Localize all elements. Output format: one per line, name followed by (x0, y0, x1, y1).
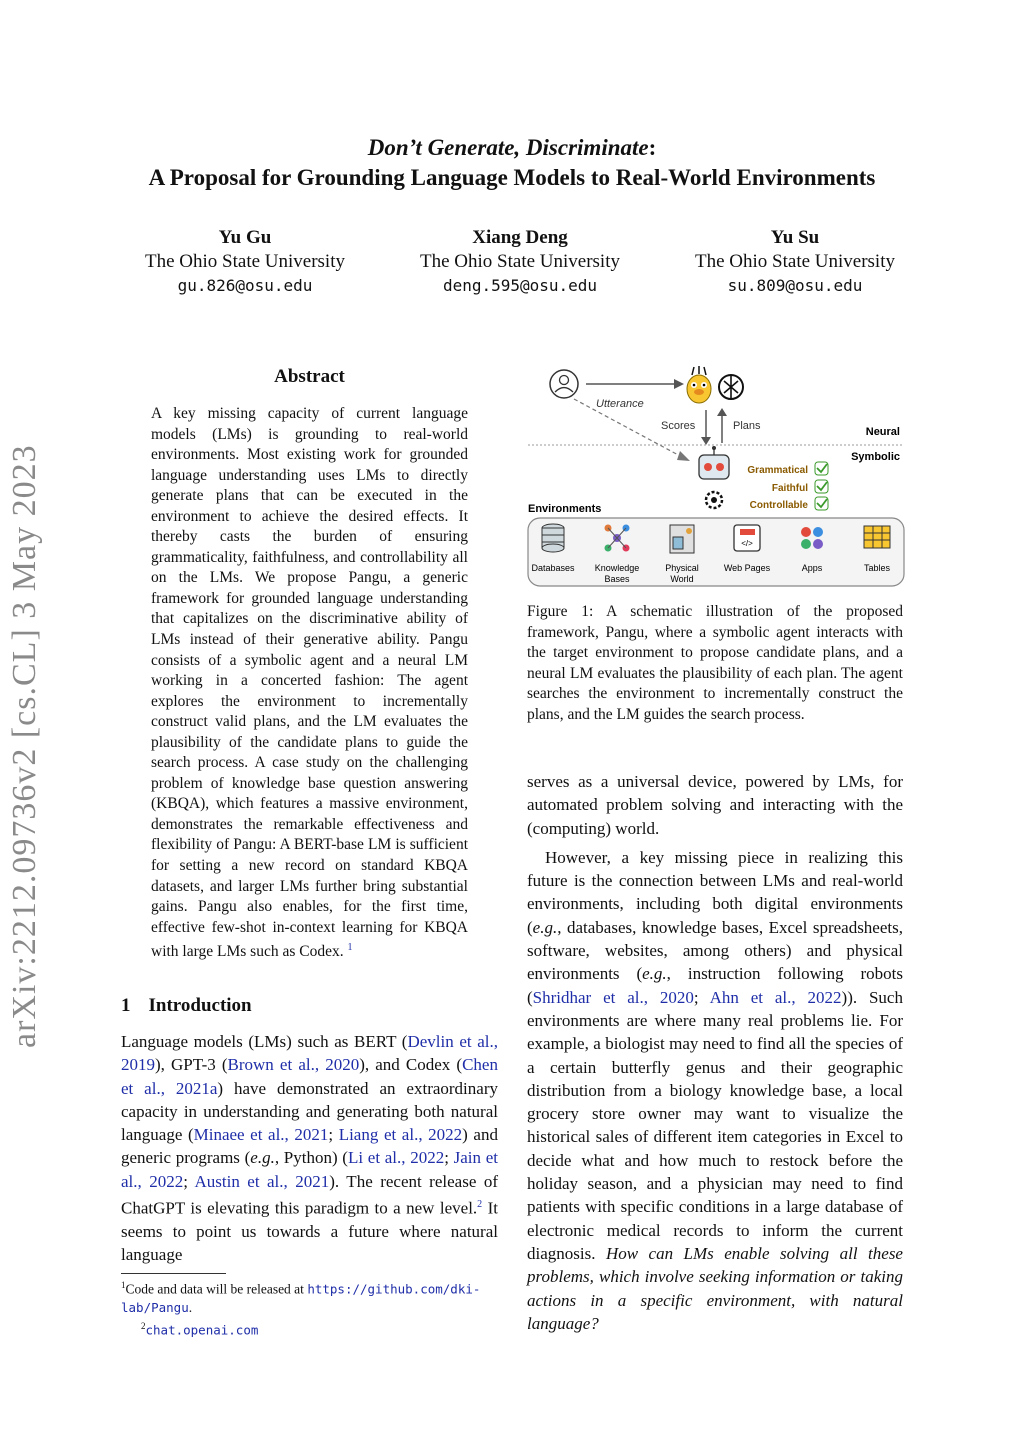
title-line2: A Proposal for Grounding Language Models to Real-World Environments (148, 165, 876, 190)
github-link[interactable]: https://github.com/dki-lab/Pangu (121, 1281, 481, 1315)
author-list (120, 226, 920, 298)
citation-link[interactable]: Brown et al., 2020 (227, 1055, 360, 1075)
grammatical-label: Grammatical (747, 465, 808, 476)
citation-link[interactable]: Li et al., 2022 (347, 1148, 445, 1168)
footnote-divider (121, 1273, 226, 1274)
abstract-text (151, 404, 468, 963)
section-heading-introduction (121, 995, 252, 1017)
faithful-label: Faithful (771, 483, 808, 494)
env-label-tables: Tables (863, 563, 891, 573)
caption-text: A schematic illustration of the proposed framework, Pangu, where a symbolic agent interacts with the target environment to propose candidate plans, and a neural LM evaluates the plausibility of each plan. The agent searches the environment to incrementally construct the plans, and the LM guides the search process. (527, 603, 903, 723)
env-label-knowledge: Knowledge (594, 563, 640, 573)
database-icon (542, 524, 564, 552)
env-label-world: World (670, 574, 694, 584)
pangu-schematic (524, 365, 908, 595)
title-italic: Don’t Generate, Discriminate (367, 135, 649, 160)
footnotes (121, 1276, 501, 1339)
author-affiliation: The Ohio State University (145, 251, 345, 272)
check-icon (815, 462, 828, 475)
paragraph: serves as a universal device, powered by LMs, for automated problem solving and interacting with the (computing) world. (527, 772, 903, 838)
citation-link[interactable]: Shridhar et al., 2020 (532, 987, 694, 1007)
intro-text: It seems to point us towards a future where natural language (121, 1198, 498, 1265)
figure-1 (524, 365, 908, 595)
paper-title (60, 133, 964, 193)
table-icon (864, 526, 890, 548)
env-label-webpages: Web Pages (723, 563, 771, 573)
author-name: Xiang Deng (472, 227, 568, 248)
neural-label: Neural (865, 426, 900, 438)
footnote-text: . (188, 1299, 193, 1315)
env-label-databases: Databases (531, 563, 575, 573)
abstract-body: A key missing capacity of current language models (LMs) is grounding to real-world environments. Most existing work for grounded language understanding uses LMs to directly generate plans that can be executed in the environment to achieve the desired effects. It thereby casts the burden of ensuring grammaticality, faithfulness, and controllability all on the LMs. We propose Pangu, a generic framework for grounded language understanding that capitalizes on the discriminative ability of LMs instead of their generative ability. Pangu consists of a symbolic agent and a neural LM working in a concerted fashion: The agent explores the environment to incrementally construct valid plans, and the LM evaluates the plausibility of the candidate plans to guide the search process. A case study on the challenging problem of knowledge base question answering (KBQA), which features a massive environment, demonstrates the remarkable effectiveness and flexibility of Pangu: A BERT-base LM is sufficient for setting a new record on standard KBQA datasets, and larger LMs further bring substantial gains. Pangu also enables, for the first time, effective few-shot in-context learning for KBQA with large LMs such as Codex. (151, 405, 468, 961)
author-email[interactable]: su.809@osu.edu (727, 276, 863, 295)
intro-text: ; (183, 1171, 195, 1191)
robot-icon (699, 446, 729, 479)
gear-icon (706, 492, 722, 508)
body-text: , databases, knowledge bases, Excel spreadsheets, software, websites, among others) and physical environments ( (527, 917, 903, 984)
figure-caption (527, 602, 903, 726)
intro-text: ) and generic programs ( (121, 1125, 498, 1168)
html-icon (734, 525, 760, 551)
scores-label: Scores (661, 420, 696, 432)
author-email[interactable]: gu.826@osu.edu (177, 276, 313, 295)
footnote-2 (121, 1317, 501, 1340)
paragraph (527, 846, 903, 1335)
footnote-1 (121, 1276, 501, 1317)
intro-text: ), GPT-3 ( (155, 1055, 228, 1075)
env-label-physical: Physical (665, 563, 699, 573)
caption-label: Figure 1: (527, 603, 594, 620)
citation-link[interactable]: Austin et al., 2021 (194, 1171, 330, 1191)
citation-link[interactable]: Devlin et al., 2019 (121, 1032, 498, 1075)
robot-kitchen-icon (670, 525, 694, 553)
intro-text: ; (328, 1125, 339, 1145)
body-text-italic: e.g. (532, 917, 558, 937)
author-2 (395, 226, 645, 298)
section-number: 1 (121, 995, 131, 1016)
footnote-ref-2[interactable]: 2 (477, 1199, 483, 1211)
intro-text: Language models (LMs) such as BERT ( (121, 1032, 408, 1051)
arxiv-identifier: arXiv:2212.09736v2 [cs.CL] 3 May 2023 (6, 444, 43, 1048)
author-affiliation: The Ohio State University (420, 251, 620, 272)
plans-label: Plans (733, 420, 761, 432)
footnote-text: Code and data will be released at (125, 1281, 308, 1297)
user-icon (550, 370, 578, 398)
abstract-heading: Abstract (274, 366, 345, 387)
author-affiliation: The Ohio State University (695, 251, 895, 272)
intro-text: ) have demonstrated an extraordinary capacity in understanding and generating both natural language ( (121, 1078, 498, 1145)
symbolic-label: Symbolic (851, 451, 900, 463)
utterance-label: Utterance (596, 398, 644, 410)
author-name: Yu Su (770, 227, 820, 248)
body-text: , instruction following robots ( (527, 964, 903, 1007)
environments-label: Environments (528, 503, 602, 515)
right-column-text (527, 770, 903, 1335)
body-text-italic: e.g. (642, 964, 667, 984)
intro-text: ). The recent release of ChatGPT is elevating this paradigm to a new level. (121, 1171, 498, 1218)
research-question: How can LMs enable solving all these problems, which involve seeking information or taking actions in a specific environment, with natural language? (527, 1243, 903, 1333)
author-1 (120, 226, 370, 298)
title-colon: : (648, 135, 657, 160)
chatgpt-link[interactable]: chat.openai.com (145, 1322, 259, 1337)
author-name: Yu Gu (218, 227, 272, 248)
citation-link[interactable]: Jain et al., 2022 (121, 1148, 498, 1191)
footnote-ref-1[interactable]: 1 (347, 942, 353, 954)
controllable-label: Controllable (749, 500, 808, 511)
body-text: )). Such environments are where many real problems lie. For example, a biologist may need to find all the species of a certain butterfly genus and their geographic distribution from a biology knowledge base, a local grocery store owner may want to visualize the historical sales of different item categories in Excel to decide what and how much to restock before the holiday season, and a physician may need to find patients with specific conditions in a large database of electronic medical records to inform the current diagnosis. (527, 987, 903, 1263)
footnote-mark: 1 (121, 1280, 126, 1290)
openai-icon (719, 375, 743, 399)
body-text: However, a key missing piece in realizing this future is the connection between LMs and real-world environments, including both digital environments ( (527, 847, 903, 937)
bert-icon (687, 366, 711, 403)
intro-paragraph (121, 1030, 498, 1267)
intro-text: , Python) ( (274, 1148, 348, 1168)
citation-link[interactable]: Ahn et al., 2022 (709, 987, 842, 1007)
author-email[interactable]: deng.595@osu.edu (442, 276, 598, 295)
section-title: Introduction (148, 995, 252, 1016)
citation-link[interactable]: Minaee et al., 2021 (193, 1125, 329, 1145)
intro-text-italic: e.g. (250, 1148, 275, 1168)
check-icon (815, 497, 828, 510)
body-text: ; (693, 987, 710, 1007)
citation-link[interactable]: Liang et al., 2022 (338, 1125, 463, 1145)
author-3 (670, 226, 920, 298)
footnote-mark: 2 (141, 1320, 146, 1331)
check-icon (815, 480, 828, 493)
citation-link[interactable]: Chen et al., 2021a (121, 1055, 498, 1098)
intro-text: ; (444, 1148, 454, 1168)
env-label-bases: Bases (604, 574, 630, 584)
intro-text: ), and Codex ( (359, 1055, 463, 1075)
environments-box (528, 518, 904, 586)
env-label-apps: Apps (801, 563, 823, 573)
svg-text:</>: </> (741, 539, 753, 548)
